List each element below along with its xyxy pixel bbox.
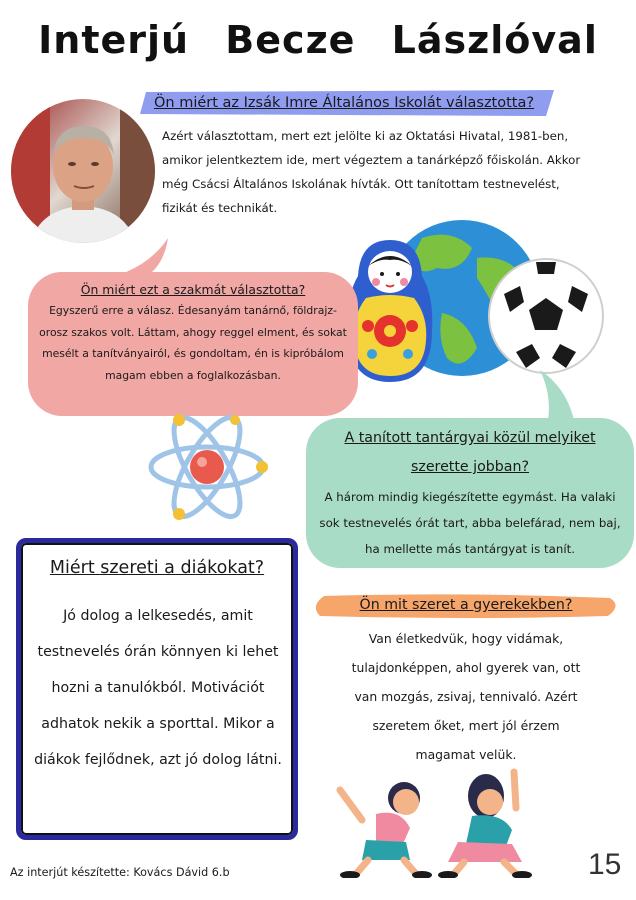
atom-icon	[142, 402, 272, 532]
child-boy	[340, 782, 432, 878]
child-girl	[438, 772, 532, 878]
q3-question: A tanított tantárgyai közül melyiket szerette jobban?	[344, 430, 596, 475]
q5-question: Ön mit szeret a gyerekekben?	[359, 597, 573, 613]
soccer-ball-icon	[486, 256, 606, 376]
q4-answer: Jó dolog a lelkesedés, amit testnevelés órán könnyen ki lehet hozni a tanulókból. Motivációt adhatok nekik a sporttal. Mikor a diákok fejlődnek, azt jó dolog látni.	[34, 608, 282, 768]
q2-bubble-tail	[108, 238, 168, 278]
interview-credit: Az interjút készítette: Kovács Dávid 6.b	[10, 866, 230, 879]
q2-question: Ön miért ezt a szakmát választotta?	[80, 282, 306, 297]
q3-answer: A három mindig kiegészítette egymást. Ha valaki sok testnevelés órát tart, abba belefárad, nem baj, ha mellette más tantárgyat is tanít.	[319, 490, 621, 556]
page-title: Interjú Becze Lászlóval	[38, 18, 598, 62]
page-number: 15	[588, 848, 622, 881]
q4-question: Miért szereti a diákokat?	[49, 558, 265, 578]
q1-answer: Azért választottam, mert ezt jelölte ki az Oktatási Hivatal, 1981-ben, amikor jelentkeztem ide, mert végeztem a tanárképző főiskolán. Akkor még Csácsi Általános Iskolának hívták. Ott tanítottam testnevelést, fizikát és technikát.	[162, 129, 581, 215]
exercising-children-icon	[326, 768, 556, 878]
q2-answer: Egyszerű erre a válasz. Édesanyám tanárnő, földrajz-orosz szakos volt. Láttam, ahogy reggel elment, és sokat mesélt a tanítványairól, és gondoltam, én is kipróbálom magam ebben a foglalkozásban.	[39, 304, 347, 382]
q1-question: Ön miért az Izsák Imre Általános Iskolát választotta?	[154, 95, 535, 111]
q5-answer: Van életkedvük, hogy vidámak, tulajdonképpen, ahol gyerek van, ott van mozgás, zsivaj, tennivaló. Azért szeretem őket, mert jól érzem magamat velük.	[351, 631, 581, 762]
interviewee-photo	[10, 98, 156, 244]
